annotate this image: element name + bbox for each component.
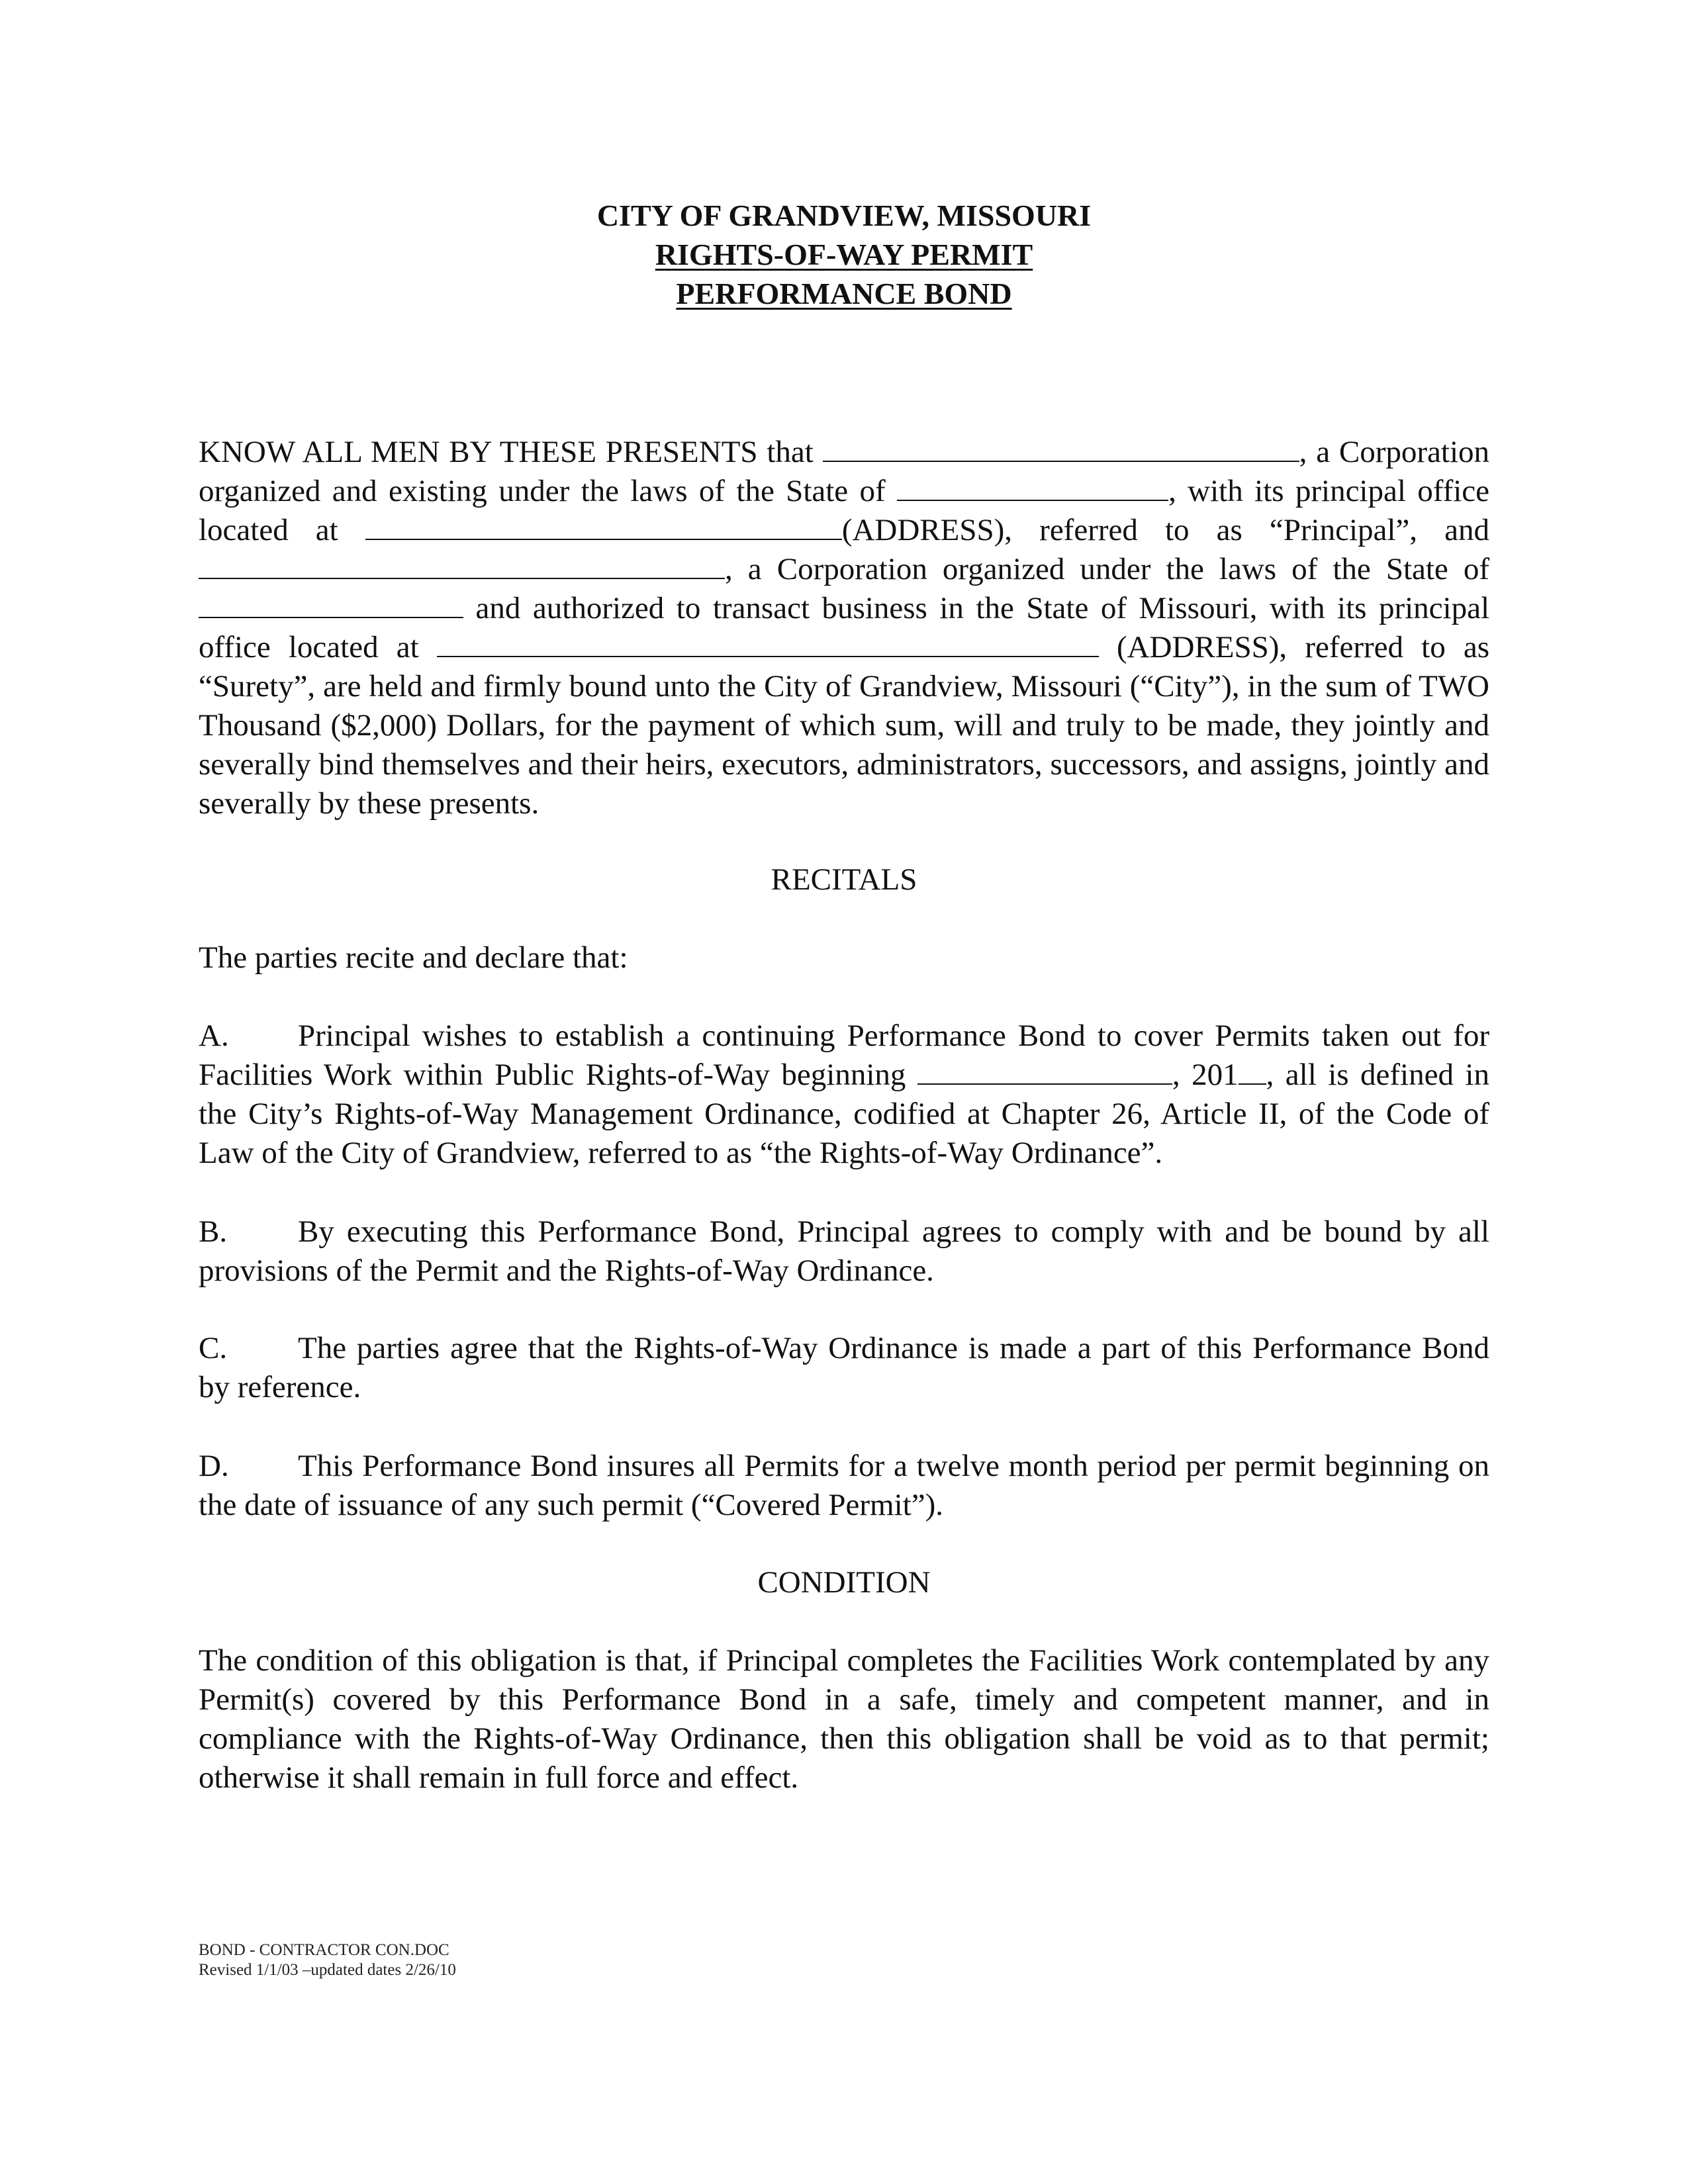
beginning-date-blank[interactable] <box>917 1057 1172 1085</box>
footer-revision: Revised 1/1/03 –updated dates 2/26/10 <box>199 1961 456 1979</box>
recital-b-letter: B. <box>199 1214 228 1249</box>
recital-a-text-2: , 201 <box>1172 1058 1239 1092</box>
opening-paragraph <box>199 433 1489 823</box>
recital-a-text-1: Principal wishes to establish a continuing Performance Bond to cover Permits taken out for Facilities Work within Public Rights-of-Way beginning <box>199 1019 1489 1092</box>
principal-address-blank[interactable] <box>365 512 842 540</box>
principal-state-blank[interactable] <box>897 473 1168 501</box>
surety-state-blank[interactable] <box>199 590 463 618</box>
recital-a-letter: A. <box>199 1019 229 1053</box>
principal-name-blank[interactable] <box>823 434 1299 462</box>
document-page <box>199 0 1489 2184</box>
condition-heading: CONDITION <box>757 1565 931 1600</box>
title-city: CITY OF GRANDVIEW, MISSOURI <box>596 199 1092 232</box>
opening-text-7: (ADDRESS), referred to as “Surety”, are held and firmly bound unto the City of Grandview, Missouri (“City”), in the sum of TWO Thousand ($2,000) Dollars, for the payment of which sum, will and truly to be made, they jointly and severally bind themselves and their heirs, executors, administrators, successors, and assigns, jointly and severally by these presents. <box>199 630 1490 821</box>
recital-c-letter: C. <box>199 1331 228 1365</box>
surety-address-blank[interactable] <box>437 629 1099 657</box>
recitals-heading: RECITALS <box>771 862 917 897</box>
recital-d-letter: D. <box>199 1449 229 1483</box>
surety-name-blank[interactable] <box>199 551 725 579</box>
recital-a-text-3: , all is defined in the City’s Rights-of-Way Management Ordinance, codified at Chapter 26, Article II, of the Code of Law of the City of Grandview, referred to as “the Rights-of-Way Ordinance”. <box>199 1058 1489 1170</box>
recital-d-text: This Performance Bond insures all Permits for a twelve month period per permit beginning on the date of issuance of any such permit (“Covered Permit”). <box>199 1449 1489 1522</box>
footer-filename: BOND - CONTRACTOR CON.DOC <box>199 1941 449 1959</box>
opening-text-4: (ADDRESS), referred to as “Principal”, and <box>841 513 1489 547</box>
title-block <box>199 196 1489 313</box>
year-digit-blank[interactable] <box>1239 1057 1266 1085</box>
recital-d <box>199 1447 1489 1525</box>
opening-text-5: , a Corporation organized under the laws of the State of <box>725 552 1489 586</box>
opening-text-2: , a Corporation organized and existing under the laws of the State of <box>199 435 1489 508</box>
recital-c <box>199 1329 1489 1407</box>
document-footer <box>199 1940 456 1980</box>
title-permit: RIGHTS-OF-WAY PERMIT <box>655 238 1033 271</box>
recital-b <box>199 1212 1489 1291</box>
condition-paragraph: The condition of this obligation is that, if Principal completes the Facilities Work contemplated by any Permit(s) covered by this Performance Bond in a safe, timely and competent manner, and in compliance with the Rights-of-Way Ordinance, then this obligation shall be void as to that permit; otherwise it shall remain in full force and effect. <box>199 1643 1489 1795</box>
recital-b-text: By executing this Performance Bond, Principal agrees to comply with and be bound by all provisions of the Permit and the Rights-of-Way Ordinance. <box>199 1214 1489 1288</box>
opening-text-6: and authorized to transact business in the State of Missouri, with its principal office located at <box>199 591 1489 664</box>
opening-text-3: , with its principal office located at <box>199 474 1490 547</box>
recital-c-text: The parties agree that the Rights-of-Way Ordinance is made a part of this Performance Bond by reference. <box>199 1331 1489 1404</box>
recital-a <box>199 1017 1489 1173</box>
title-bond: PERFORMANCE BOND <box>676 277 1012 310</box>
opening-text-1: KNOW ALL MEN BY THESE PRESENTS that <box>199 435 814 469</box>
recitals-intro: The parties recite and declare that: <box>199 940 628 975</box>
